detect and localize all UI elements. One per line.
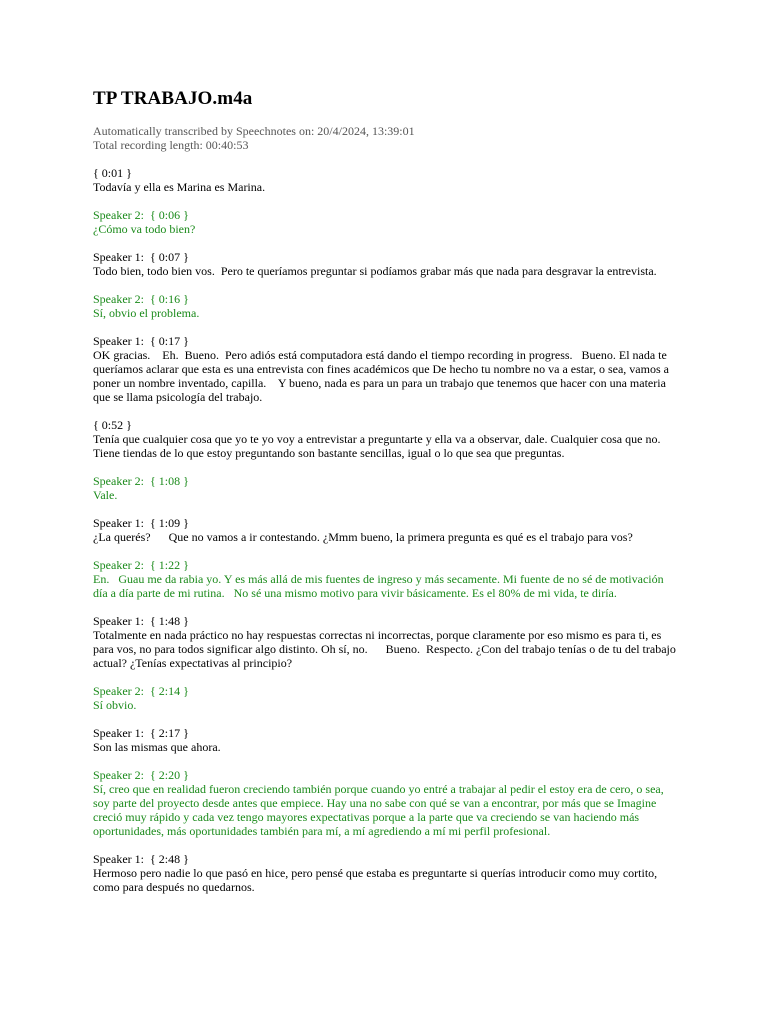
entry-timestamp: { 0:52 } [93, 418, 132, 432]
entry-speaker-timestamp: Speaker 1: { 2:17 } [93, 726, 189, 740]
entry-text: Totalmente en nada práctico no hay respuestas correctas ni incorrectas, porque claramente por eso mismo es para ti, es para vos, no para todos significar algo distinto. Oh sí, no. Bueno. Respecto. ¿Con del trabajo tenías o de tu del trabajo actual? ¿Tenías expectativas al principio? [93, 628, 679, 670]
entry-text: Hermoso pero nadie lo que pasó en hice, pero pensé que estaba es preguntarte si querías introducir como muy cortito, como para después no quedarnos. [93, 866, 661, 894]
entry-text: Tenía que cualquier cosa que yo te yo voy a entrevistar a preguntarte y ella va a observar, dale. Cualquier cosa que no. Tiene tiendas de lo que estoy preguntando son bastante sencillas, igual o lo que sea que preguntas. [93, 432, 667, 460]
entry-speaker-timestamp: Speaker 1: { 0:17 } [93, 334, 189, 348]
transcript-meta [93, 124, 678, 152]
entry-text: Sí, creo que en realidad fueron creciendo también porque cuando yo entré a trabajar al pedir el estoy era de cero, o sea, soy parte del proyecto desde antes que empiece. Hay una no sabe con qué se van a encontrar, por más que se Imagine creció muy rápido y cada vez tengo mayores expectativas porque a la parte que va creciendo se van haciendo más oportunidades, más oportunidades también para mí, a mí agrediendo a mí mi perfil profesional. [93, 782, 667, 838]
entry-text: Son las mismas que ahora. [93, 740, 221, 754]
entry-text: ¿La querés? Que no vamos a ir contestando. ¿Mmm bueno, la primera pregunta es qué es el trabajo para vos? [93, 530, 633, 544]
entry-text: ¿Cómo va todo bien? [93, 222, 196, 236]
entry-text: En. Guau me da rabia yo. Y es más allá de mis fuentes de ingreso y más secamente. Mi fuente de no sé de motivación día a día parte de mi rutina. No sé una mismo motivo para vivir básicamente. Es el 80% de mi vida, te diría. [93, 572, 667, 600]
transcript-entry [93, 726, 678, 754]
entry-speaker-timestamp: Speaker 2: { 2:14 } [93, 684, 189, 698]
transcript-entry [93, 418, 678, 460]
entry-speaker-timestamp: Speaker 1: { 2:48 } [93, 852, 189, 866]
document-title: TP TRABAJO.m4a [93, 88, 253, 109]
entry-speaker-timestamp: Speaker 1: { 1:09 } [93, 516, 189, 530]
entry-speaker-timestamp: Speaker 2: { 2:20 } [93, 768, 189, 782]
transcript-entry [93, 166, 678, 194]
entry-speaker-timestamp: Speaker 1: { 1:48 } [93, 614, 189, 628]
transcript-entry [93, 208, 678, 236]
transcript-entry [93, 474, 678, 502]
transcript-entry [93, 558, 678, 600]
entry-speaker-timestamp: Speaker 1: { 0:07 } [93, 250, 189, 264]
transcript-entry [93, 852, 678, 894]
entry-text: OK gracias. Eh. Bueno. Pero adiós está computadora está dando el tiempo recording in progress. Bueno. El nada te queríamos aclarar que esta es una entrevista con fines académicos que De hecho tu nombre no va a estar, o sea, vamos a poner un nombre inventado, capilla. Y bueno, nada es para un para un trabajo que tenemos que hacer con una materia que se llama psicología del trabajo. [93, 348, 672, 404]
entry-speaker-timestamp: Speaker 2: { 0:16 } [93, 292, 189, 306]
transcript-entry [93, 516, 678, 544]
entry-speaker-timestamp: Speaker 2: { 1:08 } [93, 474, 189, 488]
entry-timestamp: { 0:01 } [93, 166, 132, 180]
transcript-entry [93, 334, 678, 404]
transcript-entry [93, 614, 678, 670]
entry-text: Sí obvio. [93, 698, 137, 712]
transcript-entry [93, 250, 678, 278]
entry-text: Todavía y ella es Marina es Marina. [93, 180, 266, 194]
recording-length: Total recording length: 00:40:53 [93, 138, 249, 152]
transcript-entries [93, 166, 678, 894]
entry-speaker-timestamp: Speaker 2: { 0:06 } [93, 208, 189, 222]
entry-speaker-timestamp: Speaker 2: { 1:22 } [93, 558, 189, 572]
transcript-entry [93, 684, 678, 712]
transcript-entry [93, 292, 678, 320]
entry-text: Vale. [93, 488, 118, 502]
entry-text: Todo bien, todo bien vos. Pero te queríamos preguntar si podíamos grabar más que nada para desgravar la entrevista. [93, 264, 657, 278]
entry-text: Sí, obvio el problema. [93, 306, 200, 320]
transcript-entry [93, 768, 678, 838]
transcription-info: Automatically transcribed by Speechnotes on: 20/4/2024, 13:39:01 [93, 124, 415, 138]
